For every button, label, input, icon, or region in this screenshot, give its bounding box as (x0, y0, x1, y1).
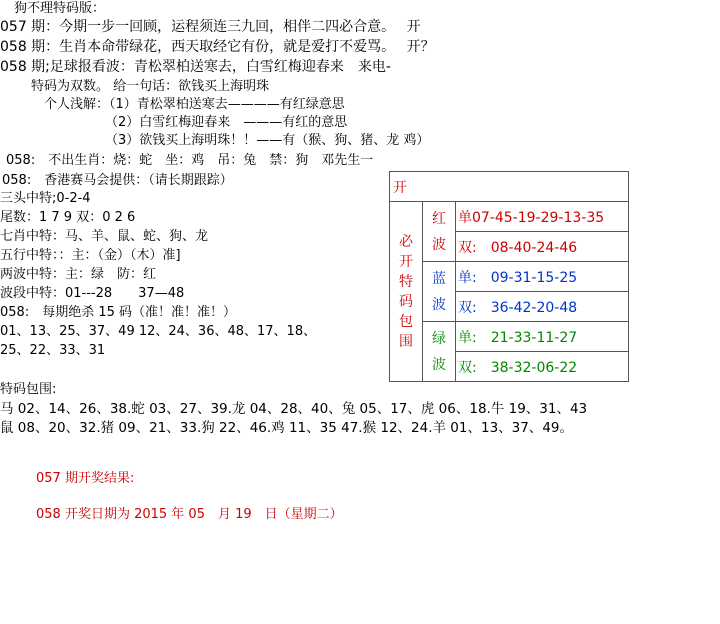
baowei-title: 特码包围: (0, 382, 57, 397)
page-title: 狗不理特码版： (14, 1, 106, 16)
zodiac-line-2: 鼠 08、20、32.猪 09、21、33.狗 22、46.鸡 11、35 47.猴 12、24.羊 01、13、37、49。 (0, 420, 574, 436)
blue-shuang: 双: 36-42-20-48 (456, 292, 629, 322)
zodiac-line-1: 马 02、14、26、38.蛇 03、27、39.龙 04、28、40、兔 05、17、虎 06、18.牛 19、31、43 (0, 401, 588, 417)
line-058-b: 058 期;足球报看波：青松翠柏送寒去，白雪红梅迎春来 来电- (0, 59, 391, 75)
line-058-g: 058: 不出生肖：烧：蛇 坐：鸡 吊：兔 禁：狗 邓先生一 (6, 153, 374, 168)
line-juesha-nums-1: 01、13、25、37、49 12、24、36、48、17、18、 (0, 324, 317, 339)
line-058-e: （2）白雪红梅迎春来 ———有红的意思 (105, 115, 348, 130)
green-shuang: 双: 38-32-06-22 (456, 352, 629, 382)
red-dan: 单07-45-19-29-13-35 (456, 202, 629, 232)
red-wave-label: 红 波 (423, 202, 456, 262)
line-boduan: 波段中特：01---28 37—48 (0, 286, 185, 301)
draw-date-058: 058 开奖日期为 2015 年 05 月 19 日（星期二） (36, 507, 343, 522)
line-058-c: 特码为双数。 给一句话：欲钱买上海明珠 (31, 79, 270, 94)
line-qixiao: 七肖中特：马、羊、鼠、蛇、狗、龙 (0, 229, 209, 244)
tema-table (389, 171, 629, 382)
table-left-label: 必 开 特 码 包 围 (390, 202, 423, 382)
blue-wave-label: 蓝 波 (423, 262, 456, 322)
line-058-h: 058: 香港赛马会提供：（请长期跟踪） (2, 173, 233, 188)
result-057: 057 期开奖结果: (36, 471, 135, 486)
line-weishu: 尾数：1 7 9 双：0 2 6 (0, 210, 136, 225)
green-dan: 单: 21-33-11-27 (456, 322, 629, 352)
line-058-d: 个人浅解：（1）青松翠柏送寒去————有红绿意思 (44, 97, 345, 112)
line-wuxing: 五行中特：：主：（金）（木）准] (0, 248, 181, 263)
blue-dan: 单: 09-31-15-25 (456, 262, 629, 292)
line-057: 057 期：今期一步一回顾，运程须连三九回，相伴二四必合意。 开 (0, 19, 421, 35)
line-058-f: （3）欲钱买上海明珠！！——有（猴、狗、猪、龙 鸡） (105, 133, 430, 148)
line-santou: 三头中特;0-2-4 (0, 191, 91, 206)
green-wave-label: 绿 波 (423, 322, 456, 382)
line-juesha: 058: 每期绝杀 15 码（准！准！准！） (0, 305, 236, 320)
line-liangbo: 两波中特：主：绿 防：红 (0, 267, 157, 282)
red-shuang: 双: 08-40-24-46 (456, 232, 629, 262)
table-header: 开 (390, 172, 629, 202)
line-juesha-nums-2: 25、22、33、31 (0, 343, 106, 358)
line-058-a: 058 期：生肖本命带绿花，西天取经它有份，就是爱打不爱骂。 开？ (0, 39, 435, 55)
